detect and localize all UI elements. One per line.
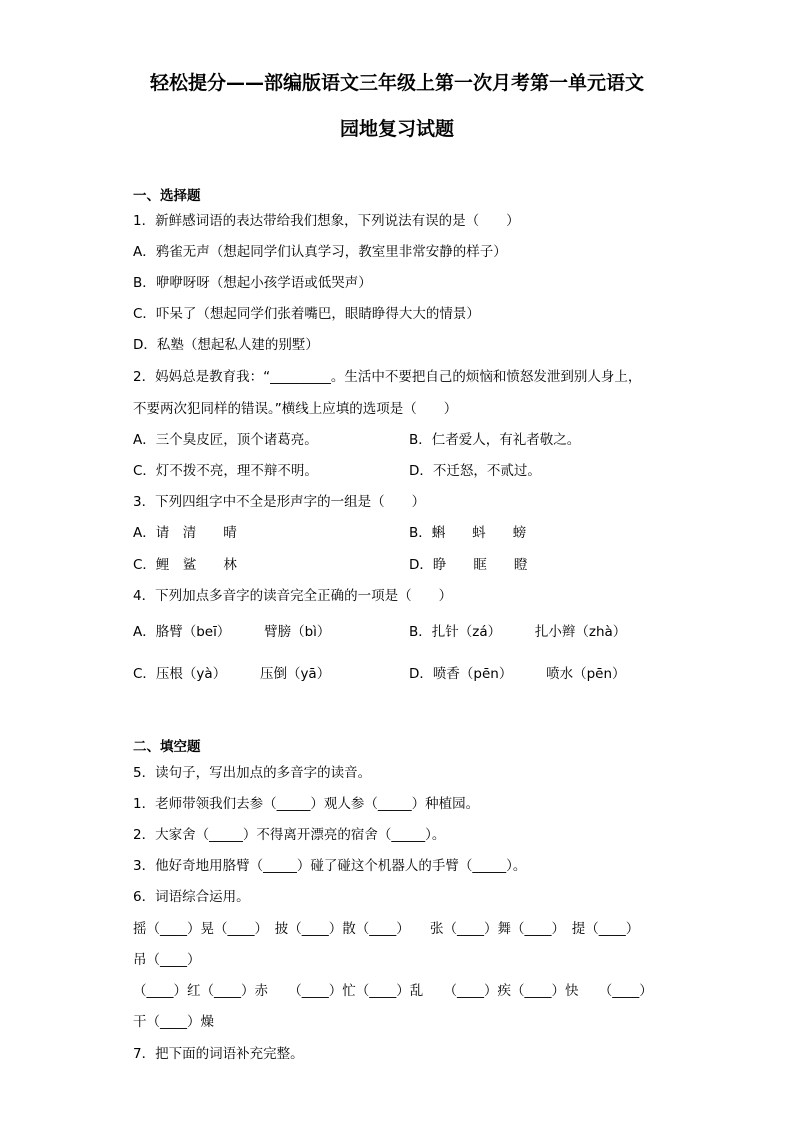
question-2-option-a: A．三个臭皮匠，顶个诸葛亮。	[133, 432, 318, 448]
question-4-option-b: B．扎针（zá） 扎小辫（zhà）	[409, 624, 627, 640]
question-3-stem: 3．下列四组字中不全是形声字的一组是（ ）	[133, 494, 426, 510]
question-2-option-d: D．不迁怒，不贰过。	[409, 463, 541, 479]
question-4-stem: 4．下列加点多音字的读音完全正确的一项是（ ）	[133, 588, 453, 604]
question-6-stem: 6．词语综合运用。	[133, 889, 250, 905]
page-subtitle: 园地复习试题	[339, 118, 454, 140]
question-6-row-4: 干（____）燥	[133, 1014, 214, 1030]
question-6-row-2: 吊（____）	[133, 952, 201, 968]
question-1-option-a: A．鸦雀无声（想起同学们认真学习，教室里非常安静的样子）	[133, 244, 507, 260]
question-3-option-b: B．蝌 蚪 螃	[409, 525, 527, 541]
question-2-option-b: B．仁者爱人，有礼者敬之。	[409, 432, 581, 448]
question-2-stem-line2: 不要两次犯同样的错误。”横线上应填的选项是（ ）	[133, 401, 458, 417]
question-5-sentence-1: 1．老师带领我们去参（_____）观人参（_____）种植园。	[133, 796, 480, 812]
page-title: 轻松提分——部编版语文三年级上第一次月考第一单元语文	[149, 72, 644, 94]
question-6-row-3: （____）红（____）赤 （____）忙（____）乱 （____）疾（____）快 （____）	[133, 983, 653, 999]
question-5-stem: 5．读句子，写出加点的多音字的读音。	[133, 765, 372, 781]
question-1-option-b: B．咿咿呀呀（想起小孩学语或低哭声）	[133, 275, 372, 291]
question-5-sentence-3: 3．他好奇地用胳臂（_____）碰了碰这个机器人的手臂（_____）。	[133, 858, 527, 874]
question-3-option-c: C．鲤 鲨 林	[133, 557, 237, 573]
question-7-stem: 7．把下面的词语补充完整。	[133, 1046, 304, 1062]
question-2-stem-line1: 2．妈妈总是教育我：“_________。生活中不要把自己的烦恼和愤怒发泄到别人身上，	[133, 369, 642, 385]
question-6-row-1: 摇（____）晃（____） 披（____）散（____） 张（____）舞（____） 提（____）	[133, 921, 640, 937]
section-heading-fill: 二、填空题	[133, 739, 201, 755]
question-1-option-d: D．私塾（想起私人建的别墅）	[133, 337, 319, 353]
question-5-sentence-2: 2．大家舍（_____）不得离开漂亮的宿舍（_____）。	[133, 827, 446, 843]
section-heading-choice: 一、选择题	[133, 188, 201, 204]
question-4-option-a: A．胳臂（beī） 臂膀（bì）	[133, 624, 331, 640]
question-1-stem: 1．新鲜感词语的表达带给我们想象，下列说法有误的是（ ）	[133, 213, 520, 229]
question-3-option-a: A．请 清 晴	[133, 525, 237, 541]
question-1-option-c: C．吓呆了（想起同学们张着嘴巴，眼睛睁得大大的情景）	[133, 306, 480, 322]
question-3-option-d: D．睁 眶 瞪	[409, 557, 528, 573]
question-4-option-d: D．喷香（pēn） 喷水（pēn）	[409, 666, 626, 682]
question-2-option-c: C．灯不拨不亮，理不辩不明。	[133, 463, 318, 479]
question-4-option-c: C．压根（yà） 压倒（yā）	[133, 666, 331, 682]
